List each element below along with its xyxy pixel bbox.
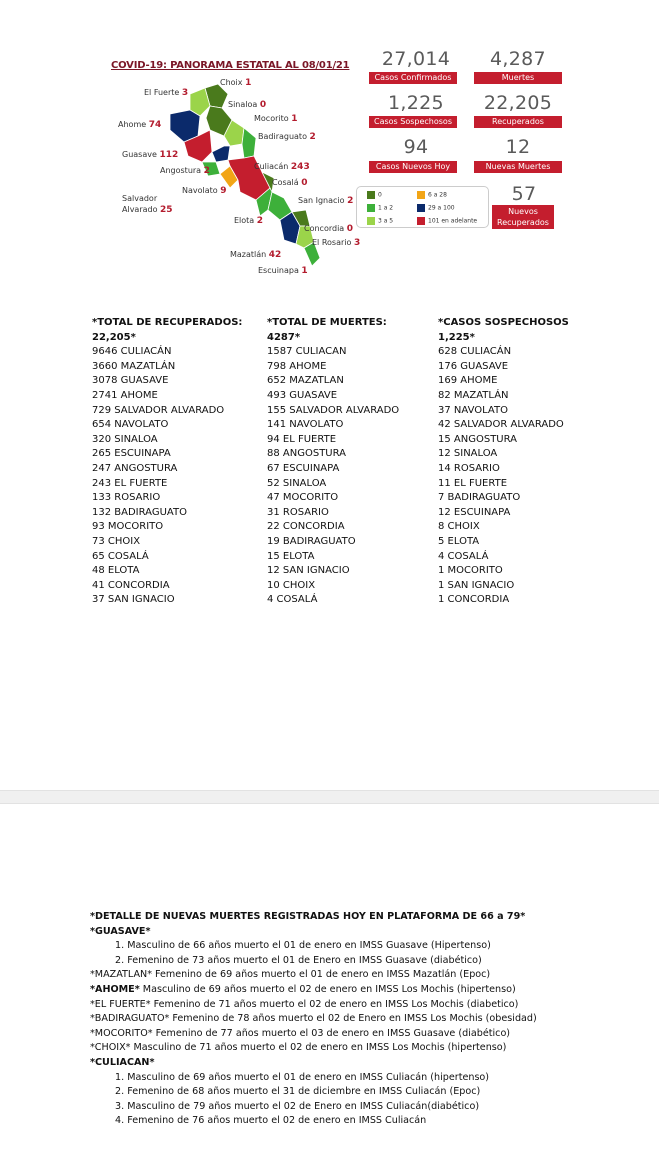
sospechosos-row: 82 MAZATLÁN [438, 389, 509, 401]
recuperados-row: 93 MOCORITO [92, 521, 164, 533]
legend-swatch [417, 191, 425, 199]
detalle-header: *DETALLE DE NUEVAS MUERTES REGISTRADAS HOY EN PLATAFORMA DE 66 a 79* [90, 911, 526, 922]
muertes-row: 88 ANGOSTURA [267, 448, 347, 460]
muertes-row: 1587 CULIACAN [267, 346, 347, 358]
map-legend [356, 186, 489, 228]
map-label-el-fuerte: El Fuerte 3 [144, 88, 189, 98]
map-label-cosala: Cosalá 0 [272, 178, 308, 188]
detalle-item: *CHOIX* Masculino de 71 años muerto el 02 de enero en IMSS Los Mochis (hipertenso) [90, 1042, 507, 1054]
recuperados-row: 3660 MAZATLÁN [92, 360, 176, 372]
recuperados-total: 22,205* [92, 331, 136, 343]
map-label-mocorito: Mocorito 1 [254, 114, 298, 124]
report-title: COVID-19: PANORAMA ESTATAL AL 08/01/21 [111, 60, 350, 71]
muertes-row: 94 EL FUERTE [267, 433, 337, 445]
muertes-value: 4,287 [490, 48, 546, 70]
detalle-item: *MOCORITO* Femenino de 77 años muerto el 03 de enero en IMSS Guasave (diabético) [90, 1027, 511, 1039]
legend-item: 0 [367, 191, 382, 199]
legend-swatch [367, 191, 375, 199]
sospechosos-header: *CASOS SOSPECHOSOS [438, 317, 569, 328]
muertes-row: 31 ROSARIO [267, 506, 329, 518]
nuevas-muertes-value: 12 [505, 136, 531, 158]
detalle-item: 1. Masculino de 66 años muerto el 01 de enero en IMSS Guasave (Hipertenso) [115, 940, 491, 952]
recuperados-row: 247 ANGOSTURA [92, 462, 178, 474]
recuperados-row: 37 SAN IGNACIO [92, 594, 175, 606]
map-label-san-ignacio: San Ignacio 2 [298, 196, 354, 206]
muertes-row: 4 COSALÁ [267, 594, 318, 606]
sospechosos-row: 1 CONCORDIA [438, 594, 510, 606]
detalle-item: *EL FUERTE* Femenino de 71 años muerto el 02 de enero en IMSS Los Mochis (diabetico) [90, 998, 519, 1010]
region-salvador-alvarado [212, 146, 230, 162]
detalle-guasave-header: *GUASAVE* [90, 925, 151, 937]
sospechosos-row: 12 ESCUINAPA [438, 506, 511, 518]
muertes-row: 155 SALVADOR ALVARADO [267, 404, 400, 416]
muertes-row: 15 ELOTA [267, 550, 315, 562]
legend-item: 29 a 100 [417, 204, 455, 212]
detalle-culiacan-header: *CULIACAN* [90, 1056, 155, 1068]
nuevos-hoy-value: 94 [403, 136, 429, 158]
muertes-row: 12 SAN IGNACIO [267, 565, 350, 577]
detalle-item: 4. Femenino de 76 años muerto el 02 de enero en IMSS Culiacán [115, 1115, 427, 1127]
nuevas-muertes-detalle [90, 910, 537, 1129]
sospechosos-row: 37 NAVOLATO [438, 404, 508, 416]
legend-swatch [417, 204, 425, 212]
recuperados-column [92, 316, 242, 608]
map-label-choix: Choix 1 [220, 78, 252, 88]
sinaloa-map [118, 78, 361, 280]
map-label-culiacan: Culiacán 243 [254, 162, 310, 172]
recuperados-value: 22,205 [483, 92, 553, 114]
recuperados-label: Recuperados [474, 116, 562, 128]
sospechosos-row: 628 CULIACÁN [438, 346, 512, 358]
map-label-angostura: Angostura 2 [160, 166, 210, 176]
muertes-row: 47 MOCORITO [267, 492, 339, 504]
recuperados-row: 73 CHOIX [92, 535, 141, 547]
recuperados-row: 243 EL FUERTE [92, 477, 168, 489]
detalle-item: *BADIRAGUATO* Femenino de 78 años muerto el 02 de Enero en IMSS Los Mochis (obesidad) [90, 1013, 537, 1025]
muertes-row: 22 CONCORDIA [267, 521, 345, 533]
map-label-badiraguato: Badiraguato 2 [258, 132, 316, 142]
legend-item: 101 en adelante [417, 217, 477, 225]
recuperados-row: 2741 AHOME [92, 389, 158, 401]
legend-item: 6 a 28 [417, 191, 447, 199]
recuperados-row: 320 SINALOA [92, 433, 158, 445]
detalle-item: 2. Femenino de 68 años muerto el 31 de diciembre en IMSS Culiacán (Epoc) [115, 1086, 481, 1098]
recuperados-row: 654 NAVOLATO [92, 419, 169, 431]
recuperados-row: 48 ELOTA [92, 565, 140, 577]
muertes-row: 798 AHOME [267, 360, 327, 372]
recuperados-row: 133 ROSARIO [92, 492, 161, 504]
sospechosos-row: 8 CHOIX [438, 521, 480, 533]
recuperados-row: 41 CONCORDIA [92, 579, 170, 591]
detalle-item: *AHOME* Masculino de 69 años muerto el 02 de enero en IMSS Los Mochis (hipertenso) [90, 983, 516, 995]
sospechosos-row: 5 ELOTA [438, 535, 480, 547]
legend-item: 1 a 2 [367, 204, 393, 212]
legend-swatch [367, 204, 375, 212]
detalle-item: *MAZATLAN* Femenino de 69 años muerto el 01 de enero en IMSS Mazatlán (Epoc) [90, 969, 491, 981]
muertes-total: 4287* [267, 331, 301, 343]
map-label-el-rosario: El Rosario 3 [312, 238, 361, 248]
recuperados-row: 132 BADIRAGUATO [92, 506, 187, 518]
muertes-row: 19 BADIRAGUATO [267, 535, 356, 547]
page-separator [0, 790, 659, 804]
detalle-item: 2. Femenino de 73 años muerto el 01 de Enero en IMSS Guasave (diabético) [115, 954, 482, 966]
muertes-row: 52 SINALOA [267, 477, 327, 489]
muertes-header: *TOTAL DE MUERTES: [267, 317, 387, 328]
muertes-row: 10 CHOIX [267, 579, 316, 591]
recuperados-row: 729 SALVADOR ALVARADO [92, 404, 225, 416]
detalle-item: 3. Masculino de 79 años muerto el 02 de Enero en IMSS Culiacán(diabético) [115, 1100, 480, 1112]
sospechosos-column [438, 316, 569, 608]
recuperados-row: 3078 GUASAVE [92, 375, 169, 387]
sospechosos-total: 1,225* [438, 331, 475, 343]
sospechosos-row: 1 MOCORITO [438, 565, 503, 577]
map-label-ahome: Ahome 74 [118, 120, 162, 130]
map-label-sinaloa: Sinaloa 0 [228, 100, 267, 110]
recuperados-row: 65 COSALÁ [92, 550, 149, 562]
map-label-mazatlan: Mazatlán 42 [230, 250, 282, 260]
sospechosos-row: 176 GUASAVE [438, 360, 509, 372]
muertes-row: 652 MAZATLAN [267, 375, 344, 387]
sospechosos-value: 1,225 [388, 92, 444, 114]
sospechosos-label: Casos Sospechosos [369, 116, 457, 128]
map-label-salvador: Salvador [122, 194, 158, 203]
recuperados-row: 9646 CULIACÁN [92, 346, 172, 358]
confirmados-label: Casos Confirmados [369, 72, 457, 84]
recuperados-row: 265 ESCUINAPA [92, 448, 171, 460]
muertes-column [267, 316, 399, 608]
confirmados-value: 27,014 [381, 48, 451, 70]
sospechosos-row: 12 SINALOA [438, 448, 498, 460]
map-label-elota: Elota 2 [234, 216, 264, 226]
sospechosos-row: 15 ANGOSTURA [438, 433, 518, 445]
nuevos-recuperados-label: Nuevos Recuperados [492, 205, 554, 229]
map-label-escuinapa: Escuinapa 1 [258, 266, 308, 276]
map-label-concordia: Concordia 0 [304, 224, 354, 234]
sospechosos-row: 4 COSALÁ [438, 550, 489, 562]
sospechosos-row: 11 EL FUERTE [438, 477, 508, 489]
recuperados-header: *TOTAL DE RECUPERADOS: [92, 317, 243, 328]
map-label-navolato: Navolato 9 [182, 186, 227, 196]
muertes-row: 141 NAVOLATO [267, 419, 344, 431]
nuevas-muertes-label: Nuevas Muertes [474, 161, 562, 173]
muertes-row: 493 GUASAVE [267, 389, 338, 401]
detalle-item: 1. Masculino de 69 años muerto el 01 de enero en IMSS Culiacán (hipertenso) [115, 1071, 490, 1083]
sospechosos-row: 7 BADIRAGUATO [438, 492, 521, 504]
nuevos-hoy-label: Casos Nuevos Hoy [369, 161, 457, 173]
legend-swatch [367, 217, 375, 225]
nuevos-recuperados-value: 57 [511, 183, 537, 205]
map-label-guasave: Guasave 112 [122, 150, 179, 160]
sospechosos-row: 42 SALVADOR ALVARADO [438, 419, 564, 431]
sospechosos-row: 1 SAN IGNACIO [438, 579, 515, 591]
legend-item: 3 a 5 [367, 217, 393, 225]
map-label-alvarado: Alvarado 25 [122, 205, 173, 215]
region-badiraguato [242, 128, 256, 158]
sospechosos-row: 169 AHOME [438, 375, 498, 387]
muertes-label: Muertes [474, 72, 562, 84]
sospechosos-row: 14 ROSARIO [438, 462, 500, 474]
muertes-row: 67 ESCUINAPA [267, 462, 340, 474]
legend-swatch [417, 217, 425, 225]
